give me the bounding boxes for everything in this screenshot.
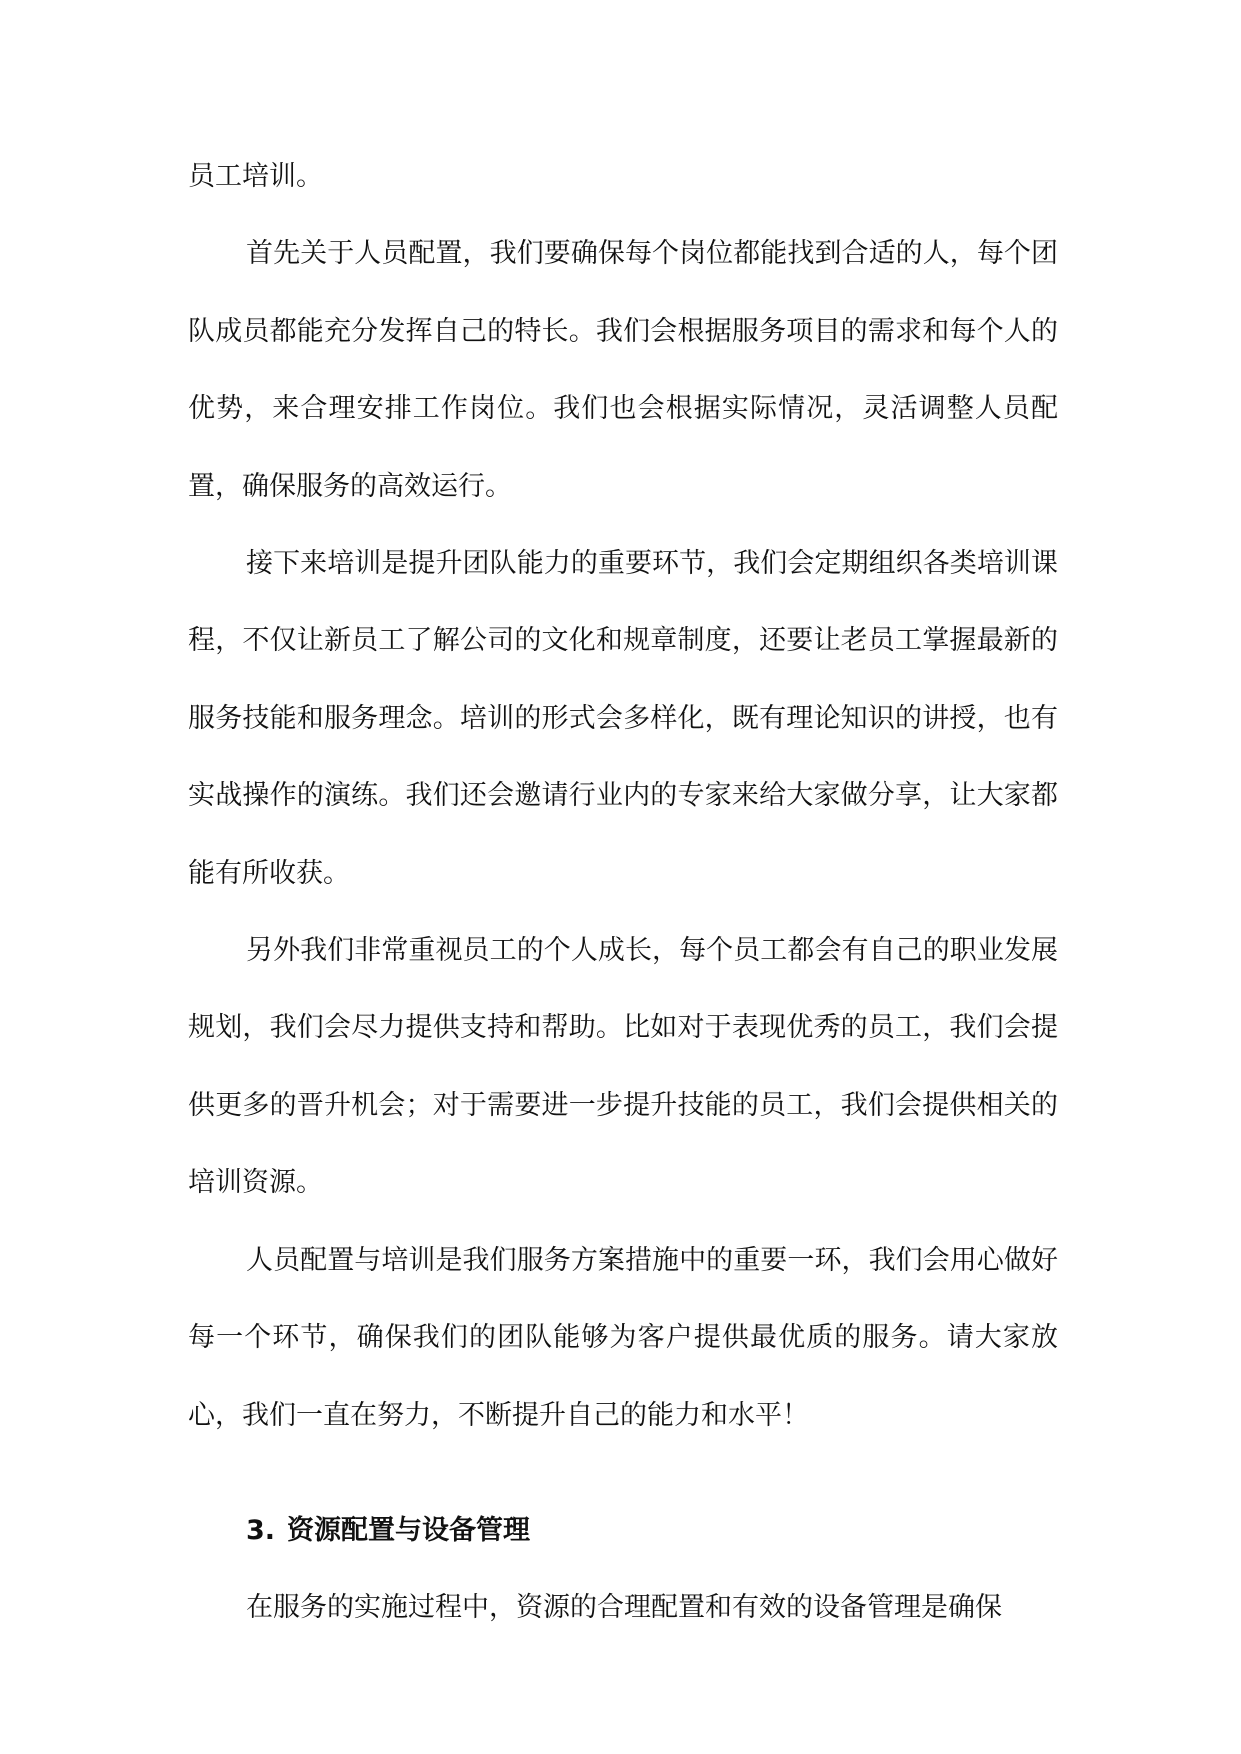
section-number: 3. <box>246 1514 276 1546</box>
section-title: 资源配置与设备管理 <box>287 1514 531 1546</box>
paragraph-2: 首先关于人员配置，我们要确保每个岗位都能找到合适的人，每个团队成员都能充分发挥自己的特长。我们会根据服务项目的需求和每个人的优势，来合理安排工作岗位。我们也会根据实际情况，灵活调整人员配置，确保服务的高效运行。 <box>188 238 1058 502</box>
paragraph-6: 在服务的实施过程中，资源的合理配置和有效的设备管理是确保 <box>246 1592 1002 1624</box>
paragraph-1: 员工培训。 <box>188 161 323 192</box>
paragraph-3: 接下来培训是提升团队能力的重要环节，我们会定期组织各类培训课程，不仅让新员工了解公司的文化和规章制度，还要让老员工掌握最新的服务技能和服务理念。培训的形式会多样化，既有理论知识的讲授，也有实战操作的演练。我们还会邀请行业内的专家来给大家做分享，让大家都能有所收获。 <box>188 548 1058 889</box>
section-heading <box>188 1492 1058 1569</box>
paragraph-5: 人员配置与培训是我们服务方案措施中的重要一环，我们会用心做好每一个环节，确保我们的团队能够为客户提供最优质的服务。请大家放心，我们一直在努力，不断提升自己的能力和水平！ <box>188 1244 1058 1431</box>
document-body <box>188 138 1058 1647</box>
paragraph-4: 另外我们非常重视员工的个人成长，每个员工都会有自己的职业发展规划，我们会尽力提供支持和帮助。比如对于表现优秀的员工，我们会提供更多的晋升机会；对于需要进一步提升技能的员工，我们会提供相关的培训资源。 <box>188 935 1058 1199</box>
